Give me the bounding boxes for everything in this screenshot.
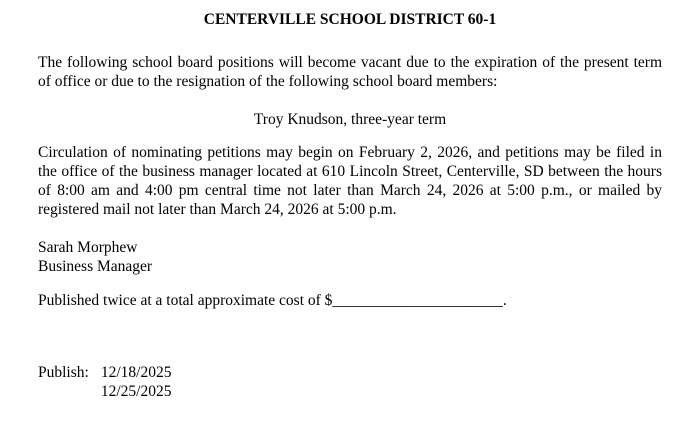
publish-date-1: 12/18/2025 [100,364,172,381]
publish-dates [101,363,172,401]
document-title: CENTERVILLE SCHOOL DISTRICT 60-1 [203,11,497,28]
publish-date-2: 12/25/2025 [100,383,172,400]
petitions-paragraph: Circulation of nominating petitions may begin on February 2, 2026, and petitions may be filed in the office of the business manager located at 610 Lincoln Street, Centerville, SD between the hours of 8:00 am and 4:00 pm central time not later than March 24, 2026 at 5:00 p.m., or mailed by registered mail not later than March 24, 2026 at 5:00 p.m. [38,144,662,218]
publish-schedule [38,363,662,401]
vacant-position-line: Troy Knudson, three-year term [253,111,447,128]
publication-cost-line: Published twice at a total approximate cost of $______________________. [38,292,507,309]
signature-block [38,238,662,276]
publish-label: Publish: [38,364,89,381]
signature-name: Sarah Morphew [38,239,138,256]
signature-title: Business Manager [38,258,153,275]
vacancy-paragraph: The following school board positions will become vacant due to the expiration of the present term of office or due to the resignation of the following school board members: [38,54,662,90]
